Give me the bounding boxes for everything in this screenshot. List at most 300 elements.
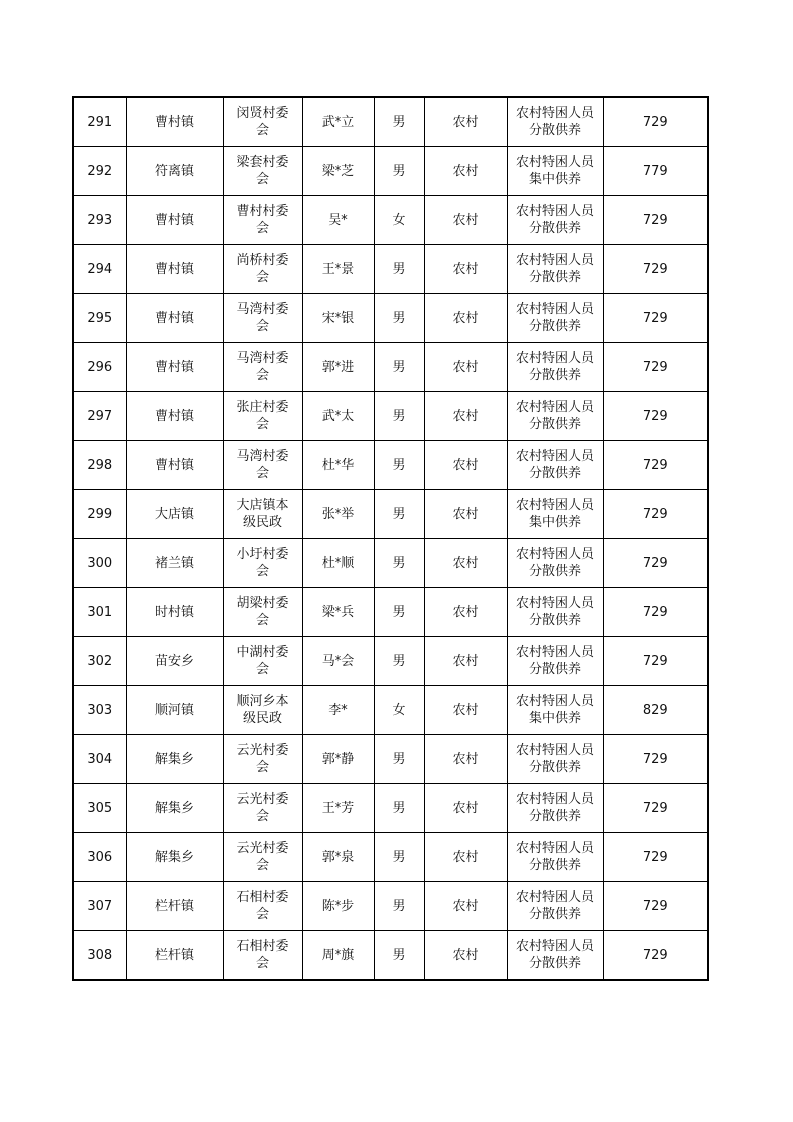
row-number-cell-text: 291 <box>87 114 113 130</box>
amount-cell-text: 729 <box>642 261 668 277</box>
person-name-cell-text: 武*立 <box>321 114 355 130</box>
town-cell-text: 苗安乡 <box>154 653 194 669</box>
support-type-cell-text: 农村特困人员分散供养 <box>515 939 594 971</box>
amount-cell <box>603 588 708 637</box>
support-type-cell <box>507 97 603 147</box>
area-cell <box>424 588 507 637</box>
table-body <box>73 97 708 980</box>
town-cell <box>126 490 223 539</box>
gender-cell <box>374 588 424 637</box>
table-row <box>73 196 708 245</box>
relief-table <box>72 96 709 981</box>
unit-cell-text: 云光村委会 <box>236 792 289 824</box>
support-type-cell-text: 农村特困人员分散供养 <box>515 204 594 236</box>
support-type-cell-text: 农村特困人员分散供养 <box>515 302 594 334</box>
person-name-cell <box>302 637 374 686</box>
town-cell-text: 符离镇 <box>154 163 194 179</box>
town-cell <box>126 882 223 931</box>
support-type-cell-text: 农村特困人员分散供养 <box>515 547 594 579</box>
row-number-cell <box>73 931 126 981</box>
gender-cell-text: 男 <box>392 947 406 963</box>
person-name-cell-text: 杜*华 <box>321 457 355 473</box>
table-row <box>73 147 708 196</box>
town-cell-text: 栏杆镇 <box>154 898 194 914</box>
row-number-cell <box>73 294 126 343</box>
person-name-cell-text: 梁*兵 <box>321 604 355 620</box>
unit-cell-text: 小圩村委会 <box>236 547 289 579</box>
gender-cell <box>374 392 424 441</box>
area-cell-text: 农村 <box>452 310 479 326</box>
town-cell-text: 曹村镇 <box>154 261 194 277</box>
support-type-cell <box>507 539 603 588</box>
town-cell-text: 解集乡 <box>154 751 194 767</box>
table-row <box>73 441 708 490</box>
row-number-cell <box>73 147 126 196</box>
unit-cell-text: 尚桥村委会 <box>236 253 289 285</box>
support-type-cell-text: 农村特困人员分散供养 <box>515 449 594 481</box>
unit-cell-text: 石相村委会 <box>236 890 289 922</box>
table-row <box>73 294 708 343</box>
unit-cell <box>223 686 302 735</box>
support-type-cell <box>507 343 603 392</box>
support-type-cell <box>507 784 603 833</box>
person-name-cell-text: 周*旗 <box>321 947 355 963</box>
person-name-cell-text: 梁*芝 <box>321 163 355 179</box>
area-cell <box>424 539 507 588</box>
area-cell-text: 农村 <box>452 947 479 963</box>
amount-cell-text: 729 <box>642 849 668 865</box>
unit-cell <box>223 931 302 981</box>
town-cell <box>126 441 223 490</box>
row-number-cell <box>73 97 126 147</box>
row-number-cell-text: 300 <box>87 555 113 571</box>
town-cell-text: 解集乡 <box>154 800 194 816</box>
person-name-cell <box>302 343 374 392</box>
amount-cell-text: 729 <box>642 555 668 571</box>
area-cell-text: 农村 <box>452 212 479 228</box>
gender-cell <box>374 931 424 981</box>
amount-cell <box>603 392 708 441</box>
row-number-cell <box>73 343 126 392</box>
row-number-cell <box>73 686 126 735</box>
table-row <box>73 784 708 833</box>
support-type-cell-text: 农村特困人员分散供养 <box>515 743 594 775</box>
area-cell <box>424 392 507 441</box>
unit-cell-text: 顺河乡本级民政 <box>236 694 289 726</box>
person-name-cell <box>302 833 374 882</box>
gender-cell-text: 男 <box>392 310 406 326</box>
gender-cell <box>374 294 424 343</box>
support-type-cell <box>507 588 603 637</box>
gender-cell-text: 男 <box>392 163 406 179</box>
row-number-cell-text: 303 <box>87 702 113 718</box>
town-cell <box>126 784 223 833</box>
town-cell <box>126 343 223 392</box>
unit-cell-text: 大店镇本级民政 <box>236 498 289 530</box>
town-cell-text: 曹村镇 <box>154 408 194 424</box>
area-cell <box>424 735 507 784</box>
amount-cell-text: 729 <box>642 114 668 130</box>
gender-cell <box>374 343 424 392</box>
row-number-cell-text: 306 <box>87 849 113 865</box>
amount-cell <box>603 441 708 490</box>
unit-cell <box>223 441 302 490</box>
area-cell-text: 农村 <box>452 751 479 767</box>
person-name-cell <box>302 931 374 981</box>
gender-cell-text: 男 <box>392 114 406 130</box>
amount-cell <box>603 196 708 245</box>
amount-cell <box>603 882 708 931</box>
person-name-cell-text: 王*景 <box>321 261 355 277</box>
amount-cell <box>603 686 708 735</box>
person-name-cell <box>302 539 374 588</box>
area-cell-text: 农村 <box>452 408 479 424</box>
area-cell-text: 农村 <box>452 702 479 718</box>
area-cell-text: 农村 <box>452 457 479 473</box>
town-cell-text: 褚兰镇 <box>154 555 194 571</box>
table-row <box>73 637 708 686</box>
table-row <box>73 588 708 637</box>
gender-cell <box>374 833 424 882</box>
row-number-cell <box>73 637 126 686</box>
row-number-cell-text: 308 <box>87 947 113 963</box>
amount-cell <box>603 735 708 784</box>
town-cell <box>126 833 223 882</box>
table-row <box>73 245 708 294</box>
support-type-cell <box>507 882 603 931</box>
town-cell <box>126 196 223 245</box>
support-type-cell-text: 农村特困人员分散供养 <box>515 792 594 824</box>
person-name-cell-text: 陈*步 <box>321 898 355 914</box>
row-number-cell <box>73 490 126 539</box>
row-number-cell-text: 299 <box>87 506 113 522</box>
support-type-cell-text: 农村特困人员分散供养 <box>515 596 594 628</box>
amount-cell-text: 729 <box>642 800 668 816</box>
unit-cell <box>223 392 302 441</box>
unit-cell-text: 闵贤村委会 <box>236 106 289 138</box>
person-name-cell <box>302 882 374 931</box>
gender-cell-text: 男 <box>392 653 406 669</box>
area-cell <box>424 931 507 981</box>
town-cell-text: 曹村镇 <box>154 310 194 326</box>
town-cell-text: 时村镇 <box>154 604 194 620</box>
person-name-cell-text: 吴* <box>328 212 348 228</box>
person-name-cell <box>302 245 374 294</box>
support-type-cell <box>507 294 603 343</box>
amount-cell-text: 729 <box>642 457 668 473</box>
area-cell <box>424 784 507 833</box>
person-name-cell-text: 杜*顺 <box>321 555 355 571</box>
amount-cell-text: 729 <box>642 604 668 620</box>
town-cell <box>126 637 223 686</box>
person-name-cell <box>302 441 374 490</box>
town-cell <box>126 147 223 196</box>
support-type-cell <box>507 392 603 441</box>
area-cell-text: 农村 <box>452 604 479 620</box>
area-cell-text: 农村 <box>452 114 479 130</box>
support-type-cell-text: 农村特困人员集中供养 <box>515 498 594 530</box>
table-row <box>73 882 708 931</box>
support-type-cell-text: 农村特困人员分散供养 <box>515 841 594 873</box>
town-cell <box>126 931 223 981</box>
unit-cell-text: 马湾村委会 <box>236 302 289 334</box>
area-cell <box>424 97 507 147</box>
row-number-cell <box>73 833 126 882</box>
unit-cell <box>223 147 302 196</box>
amount-cell-text: 829 <box>642 702 668 718</box>
row-number-cell-text: 307 <box>87 898 113 914</box>
area-cell-text: 农村 <box>452 359 479 375</box>
area-cell-text: 农村 <box>452 653 479 669</box>
table-row <box>73 833 708 882</box>
gender-cell <box>374 196 424 245</box>
support-type-cell <box>507 147 603 196</box>
unit-cell <box>223 97 302 147</box>
amount-cell <box>603 97 708 147</box>
unit-cell <box>223 784 302 833</box>
town-cell <box>126 539 223 588</box>
gender-cell <box>374 882 424 931</box>
row-number-cell-text: 296 <box>87 359 113 375</box>
town-cell-text: 大店镇 <box>154 506 194 522</box>
gender-cell-text: 男 <box>392 604 406 620</box>
gender-cell-text: 男 <box>392 800 406 816</box>
support-type-cell-text: 农村特困人员分散供养 <box>515 890 594 922</box>
gender-cell-text: 女 <box>392 702 406 718</box>
table-row <box>73 735 708 784</box>
person-name-cell-text: 宋*银 <box>321 310 355 326</box>
support-type-cell-text: 农村特困人员集中供养 <box>515 694 594 726</box>
area-cell <box>424 441 507 490</box>
unit-cell <box>223 637 302 686</box>
gender-cell <box>374 637 424 686</box>
town-cell-text: 曹村镇 <box>154 114 194 130</box>
gender-cell <box>374 147 424 196</box>
gender-cell-text: 女 <box>392 212 406 228</box>
gender-cell-text: 男 <box>392 506 406 522</box>
row-number-cell-text: 305 <box>87 800 113 816</box>
amount-cell-text: 729 <box>642 506 668 522</box>
amount-cell <box>603 245 708 294</box>
amount-cell <box>603 784 708 833</box>
gender-cell-text: 男 <box>392 849 406 865</box>
town-cell-text: 顺河镇 <box>154 702 194 718</box>
support-type-cell-text: 农村特困人员分散供养 <box>515 351 594 383</box>
support-type-cell <box>507 637 603 686</box>
support-type-cell <box>507 735 603 784</box>
row-number-cell <box>73 588 126 637</box>
area-cell <box>424 343 507 392</box>
town-cell-text: 曹村镇 <box>154 457 194 473</box>
person-name-cell-text: 王*芳 <box>321 800 355 816</box>
area-cell-text: 农村 <box>452 163 479 179</box>
row-number-cell-text: 293 <box>87 212 113 228</box>
row-number-cell-text: 295 <box>87 310 113 326</box>
row-number-cell <box>73 196 126 245</box>
row-number-cell <box>73 735 126 784</box>
row-number-cell <box>73 784 126 833</box>
gender-cell <box>374 686 424 735</box>
gender-cell-text: 男 <box>392 359 406 375</box>
row-number-cell <box>73 441 126 490</box>
area-cell <box>424 490 507 539</box>
area-cell <box>424 637 507 686</box>
table-row <box>73 490 708 539</box>
person-name-cell-text: 郭*进 <box>321 359 355 375</box>
unit-cell <box>223 294 302 343</box>
support-type-cell-text: 农村特困人员分散供养 <box>515 106 594 138</box>
area-cell <box>424 833 507 882</box>
unit-cell <box>223 245 302 294</box>
support-type-cell-text: 农村特困人员分散供养 <box>515 253 594 285</box>
unit-cell <box>223 588 302 637</box>
row-number-cell <box>73 392 126 441</box>
unit-cell <box>223 343 302 392</box>
person-name-cell-text: 李* <box>328 702 348 718</box>
town-cell <box>126 686 223 735</box>
table-row <box>73 97 708 147</box>
area-cell <box>424 245 507 294</box>
row-number-cell <box>73 539 126 588</box>
table-row <box>73 539 708 588</box>
table-row <box>73 392 708 441</box>
person-name-cell <box>302 588 374 637</box>
amount-cell <box>603 931 708 981</box>
amount-cell <box>603 490 708 539</box>
amount-cell-text: 729 <box>642 310 668 326</box>
support-type-cell <box>507 441 603 490</box>
town-cell <box>126 294 223 343</box>
unit-cell-text: 张庄村委会 <box>236 400 289 432</box>
amount-cell <box>603 637 708 686</box>
amount-cell-text: 729 <box>642 653 668 669</box>
table-row <box>73 686 708 735</box>
row-number-cell <box>73 245 126 294</box>
area-cell-text: 农村 <box>452 506 479 522</box>
unit-cell-text: 胡梁村委会 <box>236 596 289 628</box>
support-type-cell <box>507 931 603 981</box>
person-name-cell-text: 武*太 <box>321 408 355 424</box>
gender-cell <box>374 245 424 294</box>
row-number-cell-text: 297 <box>87 408 113 424</box>
unit-cell-text: 中湖村委会 <box>236 645 289 677</box>
table-row <box>73 343 708 392</box>
row-number-cell-text: 302 <box>87 653 113 669</box>
area-cell <box>424 196 507 245</box>
gender-cell <box>374 735 424 784</box>
person-name-cell <box>302 735 374 784</box>
support-type-cell-text: 农村特困人员分散供养 <box>515 645 594 677</box>
person-name-cell <box>302 784 374 833</box>
support-type-cell <box>507 196 603 245</box>
support-type-cell <box>507 686 603 735</box>
gender-cell <box>374 97 424 147</box>
person-name-cell-text: 马*会 <box>321 653 355 669</box>
person-name-cell <box>302 97 374 147</box>
person-name-cell-text: 郭*泉 <box>321 849 355 865</box>
area-cell <box>424 147 507 196</box>
amount-cell <box>603 294 708 343</box>
unit-cell-text: 马湾村委会 <box>236 351 289 383</box>
area-cell-text: 农村 <box>452 555 479 571</box>
unit-cell-text: 云光村委会 <box>236 743 289 775</box>
gender-cell <box>374 539 424 588</box>
gender-cell-text: 男 <box>392 898 406 914</box>
unit-cell <box>223 882 302 931</box>
person-name-cell <box>302 294 374 343</box>
unit-cell-text: 马湾村委会 <box>236 449 289 481</box>
amount-cell <box>603 343 708 392</box>
gender-cell <box>374 441 424 490</box>
person-name-cell-text: 郭*静 <box>321 751 355 767</box>
amount-cell-text: 729 <box>642 212 668 228</box>
area-cell-text: 农村 <box>452 898 479 914</box>
town-cell-text: 解集乡 <box>154 849 194 865</box>
row-number-cell <box>73 882 126 931</box>
gender-cell-text: 男 <box>392 751 406 767</box>
unit-cell <box>223 490 302 539</box>
town-cell-text: 栏杆镇 <box>154 947 194 963</box>
unit-cell <box>223 196 302 245</box>
amount-cell-text: 729 <box>642 408 668 424</box>
person-name-cell <box>302 196 374 245</box>
town-cell-text: 曹村镇 <box>154 212 194 228</box>
unit-cell <box>223 539 302 588</box>
amount-cell <box>603 539 708 588</box>
person-name-cell <box>302 392 374 441</box>
amount-cell-text: 779 <box>642 163 668 179</box>
unit-cell <box>223 735 302 784</box>
amount-cell <box>603 147 708 196</box>
amount-cell-text: 729 <box>642 359 668 375</box>
area-cell <box>424 686 507 735</box>
row-number-cell-text: 294 <box>87 261 113 277</box>
amount-cell-text: 729 <box>642 751 668 767</box>
amount-cell <box>603 833 708 882</box>
town-cell <box>126 392 223 441</box>
gender-cell-text: 男 <box>392 457 406 473</box>
unit-cell-text: 梁套村委会 <box>236 155 289 187</box>
gender-cell <box>374 490 424 539</box>
support-type-cell <box>507 245 603 294</box>
unit-cell-text: 曹村村委会 <box>236 204 289 236</box>
town-cell <box>126 735 223 784</box>
row-number-cell-text: 292 <box>87 163 113 179</box>
table-row <box>73 931 708 981</box>
town-cell <box>126 97 223 147</box>
person-name-cell-text: 张*举 <box>321 506 355 522</box>
support-type-cell <box>507 833 603 882</box>
area-cell-text: 农村 <box>452 261 479 277</box>
gender-cell-text: 男 <box>392 408 406 424</box>
person-name-cell <box>302 686 374 735</box>
gender-cell-text: 男 <box>392 555 406 571</box>
area-cell <box>424 294 507 343</box>
town-cell <box>126 588 223 637</box>
town-cell <box>126 245 223 294</box>
gender-cell <box>374 784 424 833</box>
area-cell-text: 农村 <box>452 800 479 816</box>
support-type-cell-text: 农村特困人员集中供养 <box>515 155 594 187</box>
amount-cell-text: 729 <box>642 947 668 963</box>
area-cell-text: 农村 <box>452 849 479 865</box>
person-name-cell <box>302 490 374 539</box>
row-number-cell-text: 304 <box>87 751 113 767</box>
amount-cell-text: 729 <box>642 898 668 914</box>
area-cell <box>424 882 507 931</box>
town-cell-text: 曹村镇 <box>154 359 194 375</box>
support-type-cell <box>507 490 603 539</box>
